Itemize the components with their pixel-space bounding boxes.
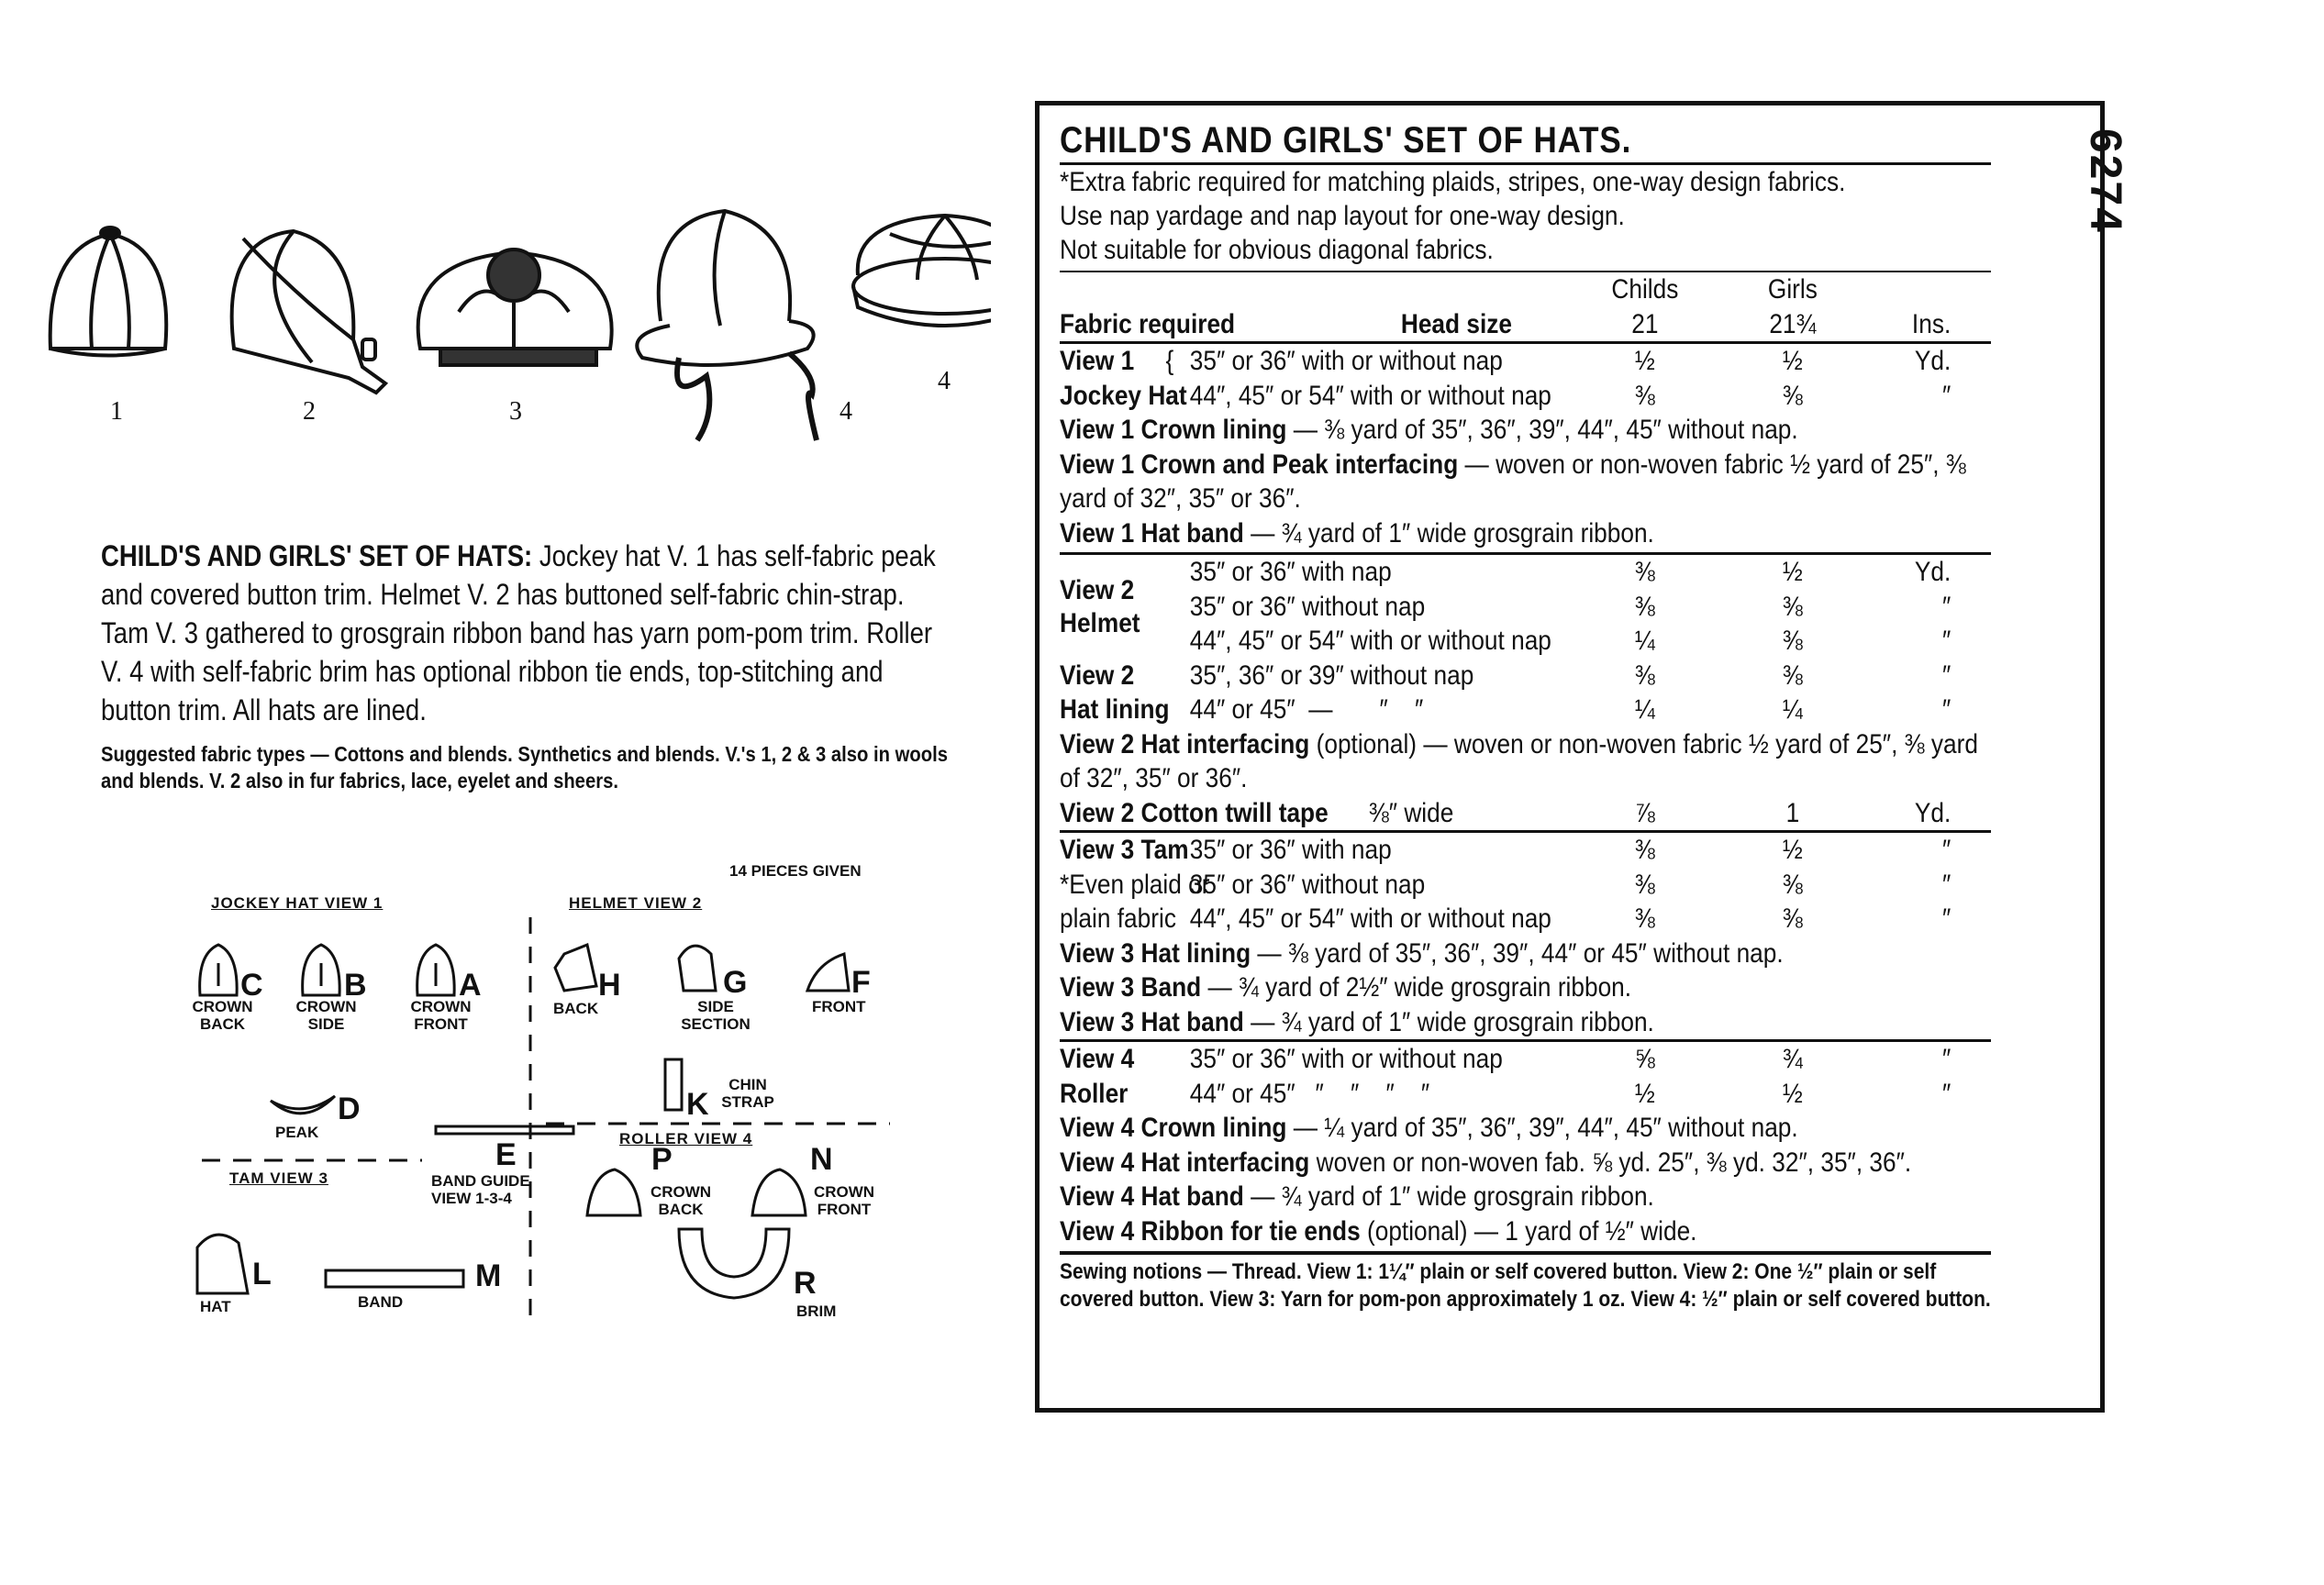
description-heading: CHILD'S AND GIRLS' SET OF HATS:: [101, 539, 533, 572]
hat-view-1-image: [50, 227, 167, 356]
v2-row-4: View 2 35″, 36″ or 39″ without nap ⅜ ⅜ ″: [1060, 659, 1951, 691]
piece-l-label: HAT: [200, 1298, 231, 1315]
hat-label-2: 2: [303, 397, 316, 426]
chart-note-2: Use nap yardage and nap layout for one-way design.: [1060, 201, 1625, 231]
piece-f-label: FRONT: [812, 998, 866, 1015]
v4-crown-lining: View 4 Crown lining — ¼ yard of 35″, 36″, 39″, 44″, 45″ without nap.: [1060, 1113, 1798, 1143]
piece-e-label: BAND GUIDE VIEW 1-3-4: [431, 1172, 530, 1207]
piece-r-label: BRIM: [796, 1302, 837, 1320]
v4-row-2: Roller 44″ or 45″ ″ ″ ″ ″ ½ ½ ″: [1060, 1078, 1951, 1109]
v3-row-3: plain fabric 44″, 45″ or 54″ with or without nap ⅜ ⅜ ″: [1060, 903, 1951, 934]
piece-letter-b: B: [344, 968, 367, 1003]
description-body: Jockey hat V. 1 has self-fabric peak and covered button trim. Helmet V. 2 has buttoned self-fabric chin-strap. Tam V. 3 gathered to grosgrain ribbon band has yarn pom-pom trim. Roller V. 4 with self-fabric brim has optional ribbon tie ends, top-stitching and button trim. All hats are lined.: [101, 539, 936, 726]
hat-label-1: 1: [110, 397, 123, 426]
hat-view-4-ties-image: [637, 211, 817, 440]
sewing-notions: Sewing notions — Thread. View 1: 1¼″ plain or self covered button. View 2: One ½″ plain or self covered button. View 3: Yarn for pom-pon approximately 1 oz. View 4: ½″ plain or self covered button.: [1060, 1259, 1991, 1312]
piece-letter-m: M: [475, 1258, 502, 1293]
piece-c-label: CROWN BACK: [192, 998, 253, 1033]
piece-letter-p: P: [651, 1142, 673, 1177]
v3-row-2: *Even plaid or 35″ or 36″ without nap ⅜ ⅜ ″: [1060, 869, 1951, 900]
chart-title: CHILD'S AND GIRLS' SET OF HATS.: [1060, 120, 1632, 161]
pieces-count: 14 PIECES GIVEN: [729, 862, 862, 880]
piece-n-label: CROWN FRONT: [813, 1183, 875, 1218]
jockey-section-label: JOCKEY HAT VIEW 1: [211, 894, 384, 912]
roller-section-label: ROLLER VIEW 4: [619, 1130, 753, 1147]
v2-tape: View 2 Cotton twill tape ⅜″ wide ⅞ 1 Yd.: [1060, 797, 1951, 828]
chart-header-sizes: Childs Girls: [1611, 274, 1818, 305]
pattern-number: 6274: [2081, 128, 2129, 234]
v3-hat-lining: View 3 Hat lining — ⅜ yard of 35″, 36″, 39″, 44″ or 45″ without nap.: [1060, 937, 1784, 969]
piece-letter-g: G: [723, 965, 748, 1000]
v3-band: View 3 Band — ¾ yard of 2½″ wide grosgrain ribbon.: [1060, 972, 1632, 1003]
piece-letter-n: N: [810, 1142, 833, 1177]
hat-view-3-image: [418, 249, 612, 365]
v1-hat-band: View 1 Hat band — ¾ yard of 1″ wide grosgrain ribbon.: [1060, 517, 1654, 549]
v1-row-1: View 1 { 35″ or 36″ with or without nap ½ ½ Yd.: [1060, 346, 1951, 376]
piece-letter-k: K: [686, 1087, 709, 1122]
v2-interfacing: View 2 Hat interfacing (optional) — woven or non-woven fabric ½ yard of 25″, ⅜ yard of 32″, 35″ or 36″.: [1060, 728, 1978, 793]
v3-row-1: View 3 Tam 35″ or 36″ with nap ⅜ ½ ″: [1060, 835, 1951, 865]
piece-p-label: CROWN BACK: [650, 1183, 712, 1218]
v4-ribbon: View 4 Ribbon for tie ends (optional) — 1 yard of ½″ wide.: [1060, 1215, 1697, 1247]
piece-k-label: CHIN STRAP: [721, 1076, 774, 1111]
piece-b-label: CROWN SIDE: [295, 998, 357, 1033]
hat-label-4b: 4: [938, 367, 951, 395]
v4-hat-band: View 4 Hat band — ¾ yard of 1″ wide grosgrain ribbon.: [1060, 1181, 1654, 1212]
hat-label-4a: 4: [840, 397, 852, 426]
v3-hat-band: View 3 Hat band — ¾ yard of 1″ wide grosgrain ribbon.: [1060, 1006, 1654, 1037]
piece-letter-a: A: [459, 968, 482, 1003]
piece-letter-c: C: [240, 968, 263, 1003]
piece-letter-f: F: [851, 965, 871, 1000]
tam-section-label: TAM VIEW 3: [229, 1169, 328, 1187]
piece-letter-r: R: [794, 1266, 817, 1301]
v1-crown-lining: View 1 Crown lining — ⅜ yard of 35″, 36″, 39″, 44″, 45″ without nap.: [1060, 415, 1798, 445]
yardage-chart: [1035, 101, 2105, 1413]
fabric-types-heading: Suggested fabric types: [101, 742, 306, 766]
piece-m-label: BAND: [358, 1293, 404, 1311]
v2-row-1: 35″ or 36″ with nap ⅜ ½ Yd.: [1189, 557, 1951, 587]
chart-note-3: Not suitable for obvious diagonal fabrics.: [1060, 235, 1494, 265]
piece-letter-e: E: [495, 1137, 517, 1172]
fabric-types: [101, 741, 957, 794]
v1-interfacing: View 1 Crown and Peak interfacing — woven or non-woven fabric ½ yard of 25″, ⅜ yard of 32″, 35″ or 36″.: [1060, 449, 1966, 514]
hat-description: [101, 537, 945, 729]
piece-h-label: BACK: [553, 1000, 599, 1017]
piece-letter-l: L: [252, 1257, 272, 1291]
piece-d-label: PEAK: [275, 1124, 319, 1141]
pattern-pieces-diagram: [183, 862, 917, 1330]
v2-row-3: 44″, 45″ or 54″ with or without nap ¼ ⅜ ″: [1189, 626, 1951, 656]
v2-row-5: Hat lining 44″ or 45″ — ″ ″ ¼ ¼ ″: [1060, 694, 1951, 725]
pieces-lines: [183, 862, 917, 1330]
piece-letter-h: H: [598, 968, 621, 1003]
fabric-types-body: — Cottons and blends. Synthetics and blends. V.'s 1, 2 & 3 also in wools and blends. V. 2 also in fur fabrics, lace, eyelet and sheers.: [101, 742, 948, 792]
chart-header: Fabric required Head size 21 21¾ Ins.: [1060, 308, 1951, 339]
v4-interfacing: View 4 Hat interfacing woven or non-woven fab. ⅝ yd. 25″, ⅜ yd. 32″, 35″, 36″.: [1060, 1147, 1912, 1178]
v2-row-2: View 2 Helmet 35″ or 36″ without nap ⅜ ⅜ ″: [1060, 574, 1951, 638]
v4-row-1: View 4 35″ or 36″ with or without nap ⅝ ¾ ″: [1060, 1044, 1951, 1074]
v1-row-2: Jockey Hat 44″, 45″ or 54″ with or without nap ⅜ ⅜ ″: [1060, 380, 1951, 411]
helmet-section-label: HELMET VIEW 2: [569, 894, 703, 912]
piece-a-label: CROWN FRONT: [410, 998, 472, 1033]
hat-view-2-image: [232, 231, 385, 393]
chart-note-1: *Extra fabric required for matching plaids, stripes, one-way design fabrics.: [1060, 167, 1846, 197]
hat-label-3: 3: [509, 397, 522, 426]
piece-g-label: SIDE SECTION: [681, 998, 751, 1033]
hat-view-4-image: [853, 216, 991, 326]
piece-letter-d: D: [338, 1092, 361, 1126]
